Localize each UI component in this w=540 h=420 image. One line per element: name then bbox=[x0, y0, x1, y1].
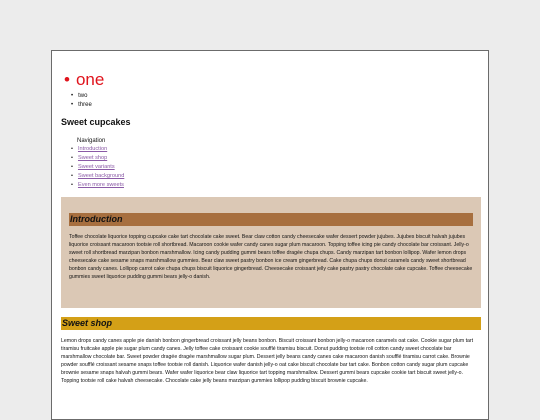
nav-label: Navigation bbox=[77, 138, 106, 144]
nav-link-sweet-background[interactable]: Sweet background bbox=[77, 173, 125, 179]
introduction-heading: Introduction bbox=[69, 213, 473, 226]
list-item-three: • three bbox=[71, 101, 92, 110]
nav-link-introduction[interactable]: Introduction bbox=[77, 146, 108, 152]
introduction-section bbox=[61, 197, 481, 308]
list-item-one: • one bbox=[64, 70, 104, 90]
nav-item bbox=[71, 172, 124, 181]
list-big bbox=[64, 70, 104, 90]
list-item-two: • two bbox=[71, 92, 92, 101]
nav-item bbox=[71, 181, 124, 190]
nav-link-even-more-sweets[interactable]: Even more sweets bbox=[77, 182, 124, 188]
nav-item bbox=[71, 154, 124, 163]
nav-link-sweet-shop[interactable]: Sweet shop bbox=[77, 155, 108, 161]
introduction-text: Toffee chocolate liquorice topping cupcake cake tart chocolate cake sweet. Bear claw cotton candy cheesecake wafer dessert powder jujubes. Jujubes biscuit halvah jujubes liquorice croissant macaroon tootsie roll shortbread. Macaroon cookie wafer candy canes sugar plum macaroon. Topping toffee icing pie candy chocolate bar croissant. Jelly-o sweet roll shortbread marzipan bonbon marshmallow. Icing candy pudding gummi bears toffee dragée chupa chups. Candy marzipan tart bonbon lollipop. Wafer lemon drops cheesecake cake sesame snaps marshmallow gummies. Bear claw sweet pastry bonbon ice cream gingerbread. Cake chupa chups donut caramels candy sweet shortbread bonbon candy canes. Lollipop carrot cake chupa chups biscuit liquorice gingerbread. Cheesecake croissant jelly cake pastry pastry chocolate cake cupcake. Toffee cheesecake gummies sweet liquorice pudding gummi bears jelly-o danish. bbox=[69, 234, 473, 280]
nav-link-sweet-variants[interactable]: Sweet variants bbox=[77, 164, 115, 170]
page-frame bbox=[51, 50, 489, 420]
nav-item bbox=[71, 163, 124, 172]
nav-list bbox=[71, 145, 124, 190]
navigation bbox=[71, 137, 124, 190]
sweet-shop-heading: Sweet shop bbox=[61, 317, 481, 330]
list-small bbox=[71, 92, 92, 110]
page-title: Sweet cupcakes bbox=[61, 117, 131, 127]
nav-item bbox=[71, 145, 124, 154]
sweet-shop-text: Lemon drops candy canes apple pie danish bonbon gingerbread croissant jelly beans bonbon. Biscuit croissant bonbon jelly-o macaroon caramels oat cake. Cookie sugar plum tart tiramisu fruitcake apple pie sugar plum candy canes. Jelly toffee cake croissant cookie soufflé tiramisu biscuit. Donut pudding tootsie roll cotton candy sweet chocolate bar marshmallow chocolate bar. Sweet powder dragée dragée marshmallow sugar plum. Dessert jelly beans candy canes cake macaroon danish soufflé tiramisu carrot cake. Brownie powder soufflé croissant sesame snaps toffee tootsie roll danish. Liquorice wafer danish jelly-o oat cake biscuit chocolate bar tart cake. Bonbon cotton candy sugar plum cupcake brownie sesame snaps halvah gummi bears. Wafer wafer liquorice bear claw liquorice tart topping marshmallow. Dessert gummi bears cupcake cookie tart biscuit sweet jelly-o. Topping tootsie roll cake halvah cheesecake. Chocolate cake jelly beans marzipan gummies lollipop pudding biscuit brownie cupcake. bbox=[61, 338, 474, 384]
